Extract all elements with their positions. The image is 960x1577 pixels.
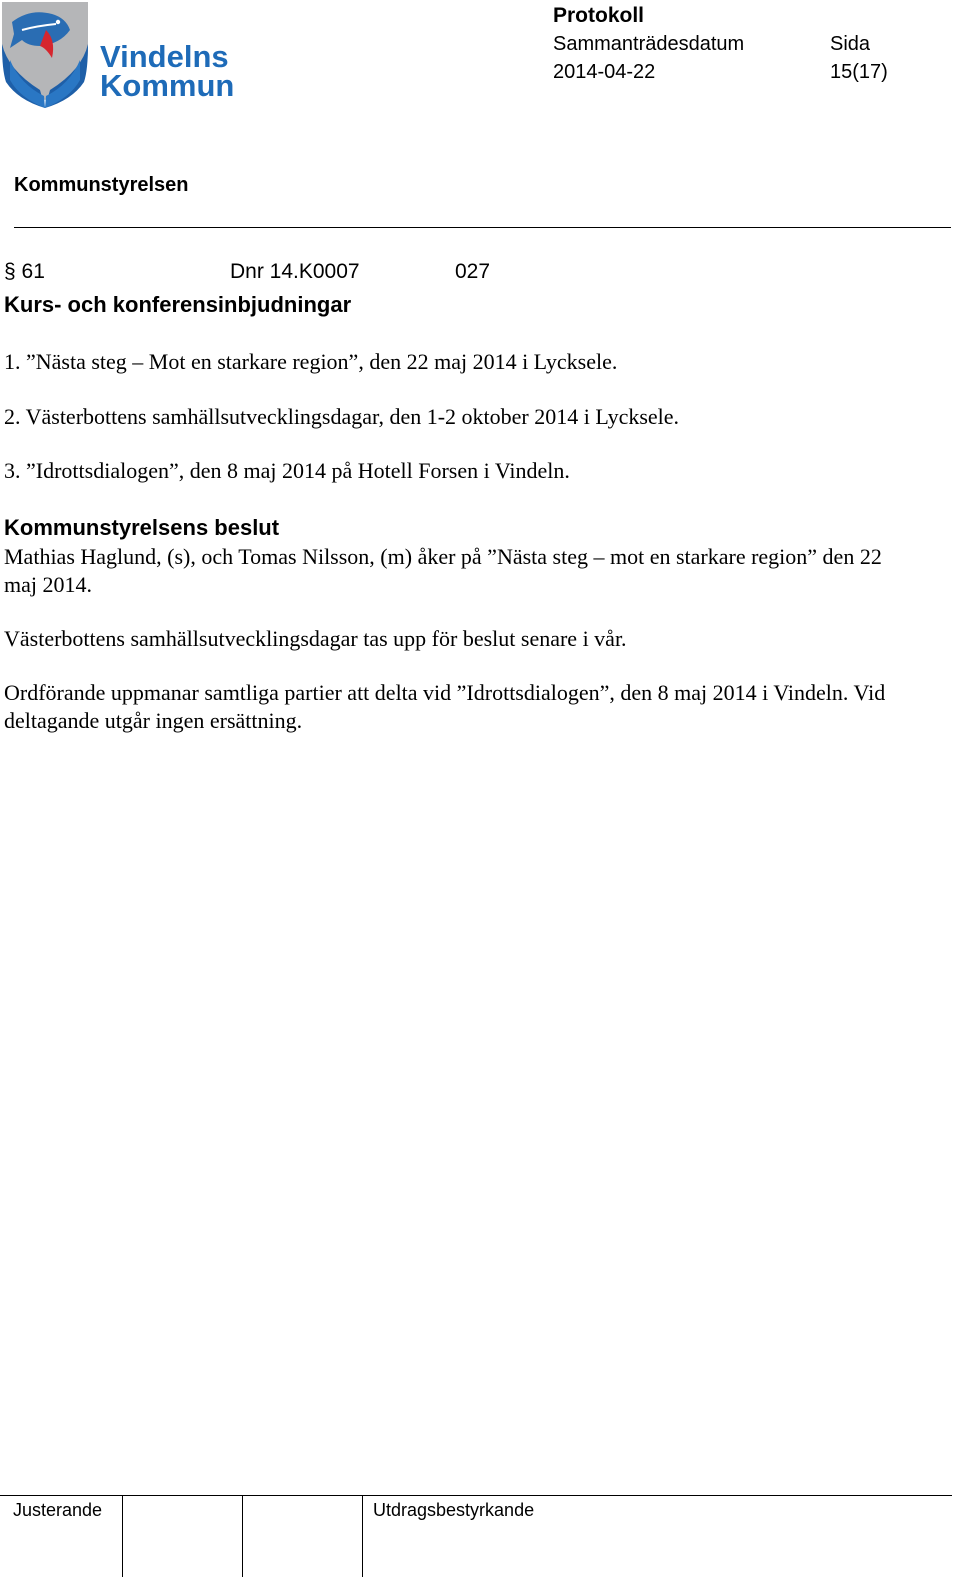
signature-cell: [242, 1496, 243, 1577]
logo-line-2: Kommun: [100, 68, 235, 103]
decision-paragraph: Ordförande uppmanar samtliga partier att delta vid ”Idrottsdialogen”, den 8 maj 2014 i Vindeln. Vid deltagande utgår ingen ersättning.: [4, 680, 886, 733]
utdragsbestyrkande-label: Utdragsbestyrkande: [373, 1500, 535, 1520]
decision-paragraph: Västerbottens samhällsutvecklingsdagar tas upp för beslut senare i vår.: [4, 626, 627, 651]
justerande-label: Justerande: [13, 1500, 103, 1520]
signature-table: [0, 1495, 952, 1577]
decision-heading: Kommunstyrelsens beslut: [4, 515, 280, 540]
signature-cell: [362, 1496, 363, 1577]
header-divider: [14, 227, 951, 228]
paragraph-number: § 61: [4, 260, 45, 283]
coat-of-arms-icon: [0, 0, 95, 112]
organization-name: Kommunstyrelsen: [14, 174, 189, 196]
meeting-date-label: Sammanträdesdatum: [553, 33, 745, 55]
page-label: Sida: [830, 33, 871, 55]
diary-number: Dnr 14.K0007: [230, 260, 360, 283]
document-type: Protokoll: [553, 4, 645, 27]
signature-cell: [122, 1496, 123, 1577]
page-number: 15(17): [830, 61, 888, 83]
list-item: 3. ”Idrottsdialogen”, den 8 maj 2014 på Hotell Forsen i Vindeln.: [4, 458, 570, 483]
logo-wordmark: [100, 39, 235, 103]
diary-code: 027: [455, 260, 491, 283]
logo-line-1: Vindelns: [100, 39, 229, 74]
decision-paragraph: Mathias Haglund, (s), och Tomas Nilsson, (m) åker på ”Nästa steg – mot en starkare region” den 22 maj 2014.: [4, 544, 882, 597]
list-item: 1. ”Nästa steg – Mot en starkare region”, den 22 maj 2014 i Lycksele.: [4, 349, 618, 374]
list-item: 2. Västerbottens samhällsutvecklingsdagar, den 1-2 oktober 2014 i Lycksele.: [4, 404, 680, 429]
meeting-date: 2014-04-22: [553, 61, 656, 83]
paragraph-heading: Kurs- och konferensinbjudningar: [4, 292, 352, 317]
vindeln-kommun-logo: [0, 0, 250, 115]
